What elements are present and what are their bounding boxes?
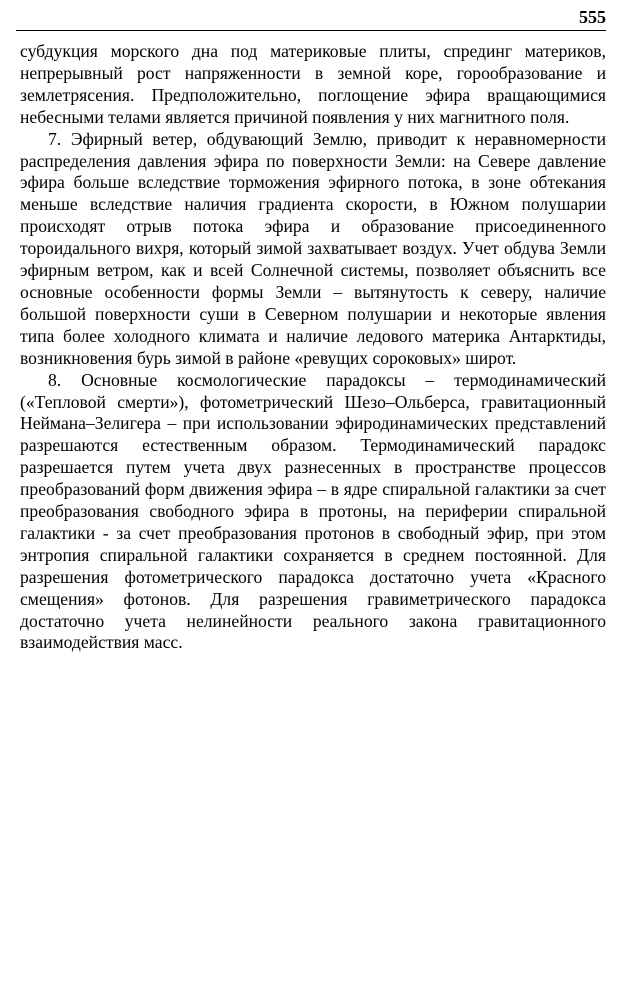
paragraph-item-8: 8. Основные космологические парадоксы – термодинамический («Тепловой смерти»), фотометрический Шезо–Ольберса, гравитационный Неймана–Зелигера – при использовании эфиродинамических представлений разрешаются естественным образом. Термодинамический парадокс разрешается путем учета двух разнесенных в пространстве процессов преобразований форм движения эфира – в ядре спиральной галактики за счет преобразования свободного эфира в протоны, на периферии спиральной галактики - за счет преобразования протонов в свободный эфир, при этом энтропия спиральной галактики сохраняется в среднем постоянной. Для разрешения фотометрического парадокса достаточно учета «Красного смещения» фотонов. Для разрешения гравиметрического парадокса достаточно учета нелинейности реального закона гравитационного взаимодействия масс. — [20, 369, 606, 653]
page-header — [16, 6, 606, 31]
page-number: 555 — [579, 7, 606, 27]
paragraph-item-7: 7. Эфирный ветер, обдувающий Землю, приводит к неравномерности распределения давления эфира по поверхности Земли: на Севере давление эфира больше вследствие торможения эфирного потока, в зоне обтекания меньше вследствие наличия градиента скорости, в Южном полушарии происходят отрыв потока эфира и образование присоединенного тороидального вихря, который зимой захватывает воздух. Учет обдува Земли эфирным ветром, как и всей Солнечной системы, позволяет объяснить все основные особенности формы Земли – вытянутость к северу, наличие большой поверхности суши в Северном полушарии и некоторые явления типа более холодного климата и наличие ледового материка Антарктиды, возникновения бурь зимой в районе «ревущих сороковых» широт. — [20, 128, 606, 368]
paragraph-continuation: субдукция морского дна под материковые плиты, спрединг материков, непрерывный рост напряженности в земной коре, горообразование и землетрясения. Предположительно, поглощение эфира вращающимися небесными телами является причиной появления у них магнитного поля. — [20, 41, 606, 127]
body-text — [20, 41, 606, 654]
